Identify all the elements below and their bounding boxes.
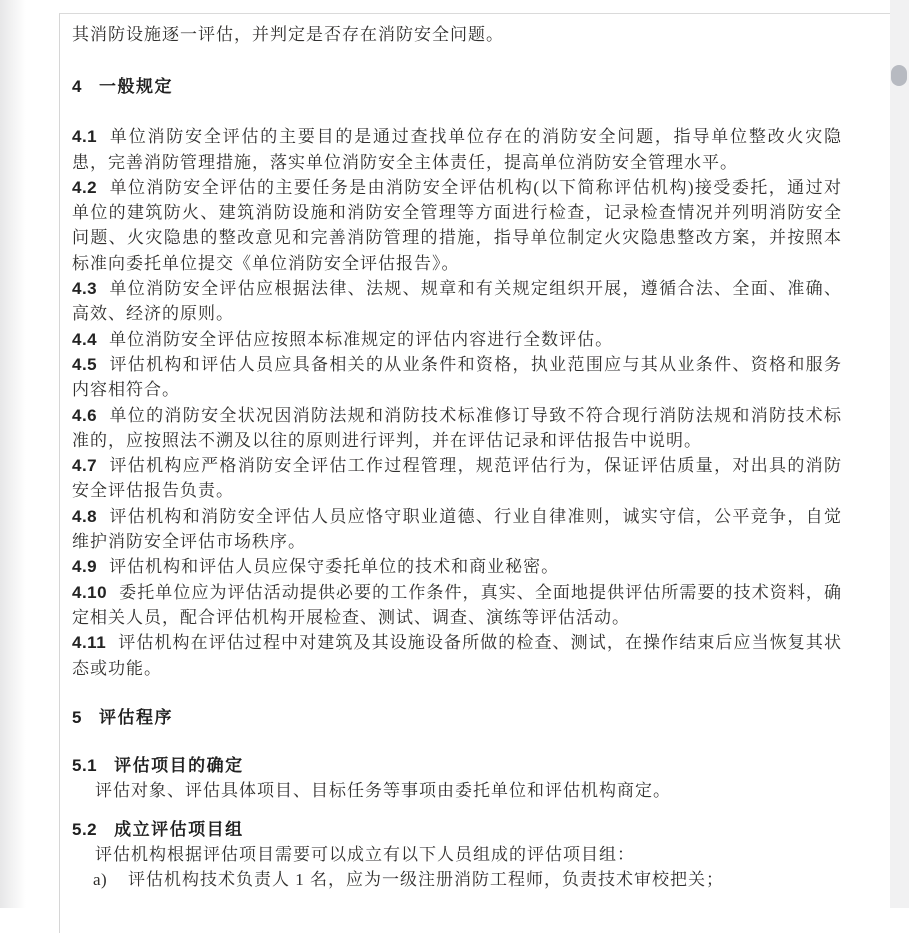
scrollbar-thumb[interactable]: [891, 65, 907, 86]
clause-number: 4.6: [72, 405, 98, 425]
clause-text: 单位的消防安全状况因消防法规和消防技术标准修订导致不符合现行消防法规和消防技术标准的，应按照法不溯及以往的原则进行评判，并在评估记录和评估报告中说明。: [72, 405, 842, 450]
clause-item: [72, 124, 842, 175]
subsection-5-2-paragraph: 评估机构根据评估项目需要可以成立有以下人员组成的评估项目组：: [95, 845, 635, 865]
clause-item: [72, 327, 842, 352]
section-5-title: 评估程序: [98, 707, 173, 727]
clause-number: 4.10: [72, 582, 108, 602]
clause-item: [72, 403, 842, 454]
clause-text: 委托单位应为评估活动提供必要的工作条件，真实、全面地提供评估所需要的技术资料，确定相关人员，配合评估机构开展检查、测试、调查、演练等评估活动。: [72, 582, 842, 627]
clause-list: [72, 124, 842, 681]
text-column: [72, 22, 842, 893]
clause-text: 评估机构和消防安全评估人员应恪守职业道德、行业自律准则，诚实守信，公平竞争，自觉维护消防安全评估市场秩序。: [72, 506, 842, 552]
subsection-5-1-heading: [72, 753, 842, 778]
intro-paragraph: 其消防设施逐一评估，并判定是否存在消防安全问题。: [72, 25, 504, 44]
clause-item: [72, 554, 842, 579]
clause-item: [72, 276, 842, 327]
section-4-title: 一般规定: [98, 77, 173, 97]
clause-item: [72, 504, 842, 555]
document-page: [59, 13, 891, 933]
section-5-number: 5: [72, 707, 82, 727]
section-4-heading: [72, 74, 842, 99]
clause-text: 单位消防安全评估应按照本标准规定的评估内容进行全数评估。: [109, 329, 614, 349]
clause-text: 评估机构和评估人员应保守委托单位的技术和商业秘密。: [109, 557, 560, 577]
clause-number: 4.2: [72, 177, 98, 197]
subsection-5-1-title: 评估项目的确定: [114, 755, 244, 775]
clause-text: 评估机构应严格消防安全评估工作过程管理，规范评估行为，保证评估质量，对出具的消防安全评估报告负责。: [72, 456, 842, 501]
subsection-5-1-number: 5.1: [72, 755, 98, 775]
clause-number: 4.4: [72, 329, 98, 349]
clause-number: 4.3: [72, 279, 98, 299]
clause-text: 评估机构和评估人员应具备相关的从业条件和资格，执业范围应与其从业条件、资格和服务内容相符合。: [72, 354, 842, 400]
clause-item: [72, 352, 842, 403]
clause-item: [72, 630, 842, 681]
section-5-heading: [72, 705, 842, 730]
list-item-a: [72, 867, 842, 892]
subsection-5-2-number: 5.2: [72, 820, 98, 840]
clause-item: [72, 580, 842, 631]
clause-number: 4.11: [72, 633, 107, 653]
clause-number: 4.8: [72, 506, 98, 526]
clause-item: [72, 175, 842, 276]
subsection-5-2-title: 成立评估项目组: [114, 820, 244, 840]
subsection-5-2-heading: [72, 817, 842, 842]
clause-number: 4.9: [72, 557, 98, 577]
clause-number: 4.1: [72, 127, 98, 147]
clause-text: 评估机构在评估过程中对建筑及其设施设备所做的检查、测试，在操作结束后应当恢复其状态或功能。: [72, 633, 842, 678]
clause-text: 单位消防安全评估应根据法律、法规、规章和有关规定组织开展，遵循合法、全面、准确、高效、经济的原则。: [72, 279, 842, 324]
clause-text: 单位消防安全评估的主要目的是通过查找单位存在的消防安全问题，指导单位整改火灾隐患，完善消防管理措施，落实单位消防安全主体责任，提高单位消防安全管理水平。: [72, 127, 842, 172]
clause-number: 4.5: [72, 354, 98, 374]
clause-text: 单位消防安全评估的主要任务是由消防安全评估机构(以下简称评估机构)接受委托，通过对单位的建筑防火、建筑消防设施和消防安全管理等方面进行检查，记录检查情况并列明消防安全问题、火灾隐患的整改意见和完善消防管理的措施，指导单位制定火灾隐患整改方案，并按照本标准向委托单位提交《单位消防安全评估报告》。: [72, 177, 842, 273]
scrollbar-track[interactable]: [890, 0, 909, 908]
list-item-a-marker: a): [93, 870, 108, 890]
list-item-a-text: 评估机构技术负责人 1 名，应为一级注册消防工程师，负责技术审校把关；: [128, 870, 724, 890]
section-4-number: 4: [72, 77, 82, 97]
clause-item: [72, 453, 842, 504]
subsection-5-1-paragraph: 评估对象、评估具体项目、目标任务等事项由委托单位和评估机构商定。: [95, 780, 671, 800]
left-edge-gradient: [0, 0, 26, 908]
clause-number: 4.7: [72, 456, 98, 476]
